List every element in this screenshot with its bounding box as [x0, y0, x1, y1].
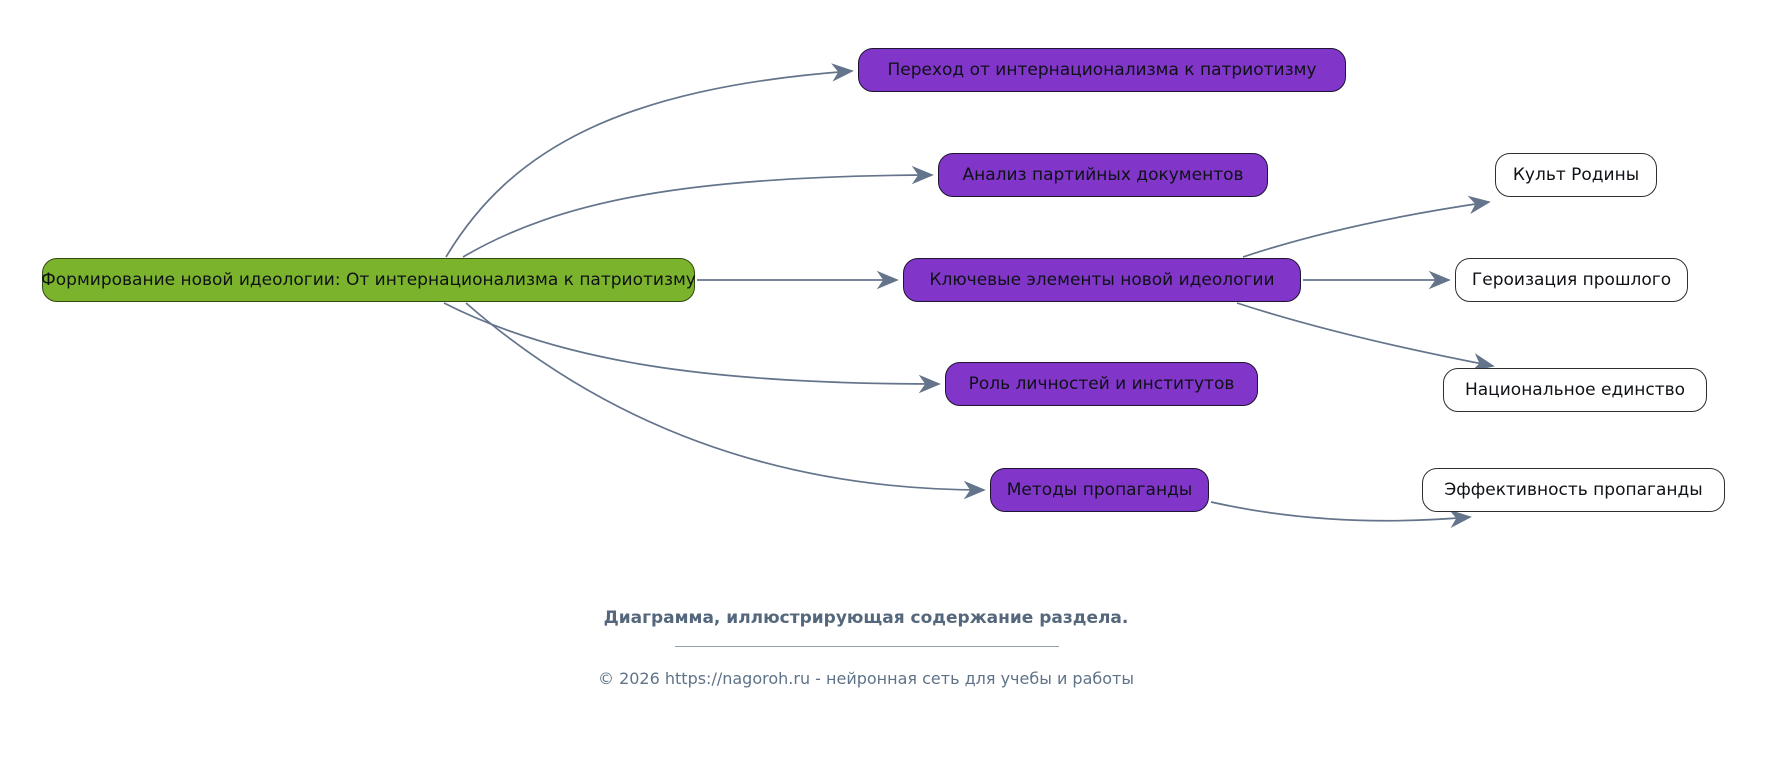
leaf-node-label: Героизация прошлого — [1471, 270, 1672, 290]
leaf-node-label: Эффективность пропаганды — [1444, 480, 1703, 500]
branch-node-transition — [858, 48, 1346, 92]
root-node-label: Формирование новой идеологии: От интернационализма к патриотизму — [41, 270, 696, 290]
diagram-caption: Диаграмма, иллюстрирующая содержание раздела. — [603, 608, 1129, 628]
leaf-node-label: Национальное единство — [1464, 380, 1686, 400]
edge-key-elements-to-unity — [1237, 303, 1493, 366]
branch-node-label: Роль личностей и институтов — [968, 374, 1235, 394]
edge-root-to-transition — [446, 71, 852, 257]
caption-divider — [675, 646, 1059, 647]
edge-root-to-methods — [466, 303, 984, 490]
branch-node-label: Методы пропаганды — [1006, 480, 1193, 500]
copyright-footer: © 2026 https://nagoroh.ru - нейронная сеть для учебы и работы — [597, 669, 1134, 688]
leaf-node-national-unity — [1443, 368, 1707, 412]
edge-root-to-role — [444, 303, 939, 384]
root-node-new-ideology — [42, 258, 695, 302]
branch-node-propaganda-methods — [990, 468, 1209, 512]
branch-node-label: Ключевые элементы новой идеологии — [929, 270, 1275, 290]
branch-node-role-of-persons — [945, 362, 1258, 406]
branch-node-key-elements — [903, 258, 1301, 302]
branch-node-label: Анализ партийных документов — [962, 165, 1244, 185]
branch-node-label: Переход от интернационализма к патриотизму — [887, 60, 1317, 80]
edge-key-elements-to-cult — [1243, 202, 1489, 257]
leaf-node-heroization-of-past — [1455, 258, 1688, 302]
leaf-node-cult-of-motherland — [1495, 153, 1657, 197]
leaf-node-propaganda-effectiveness — [1422, 468, 1725, 512]
edge-root-to-party-documents — [463, 175, 932, 257]
leaf-node-label: Культ Родины — [1512, 165, 1640, 185]
branch-node-party-documents — [938, 153, 1268, 197]
